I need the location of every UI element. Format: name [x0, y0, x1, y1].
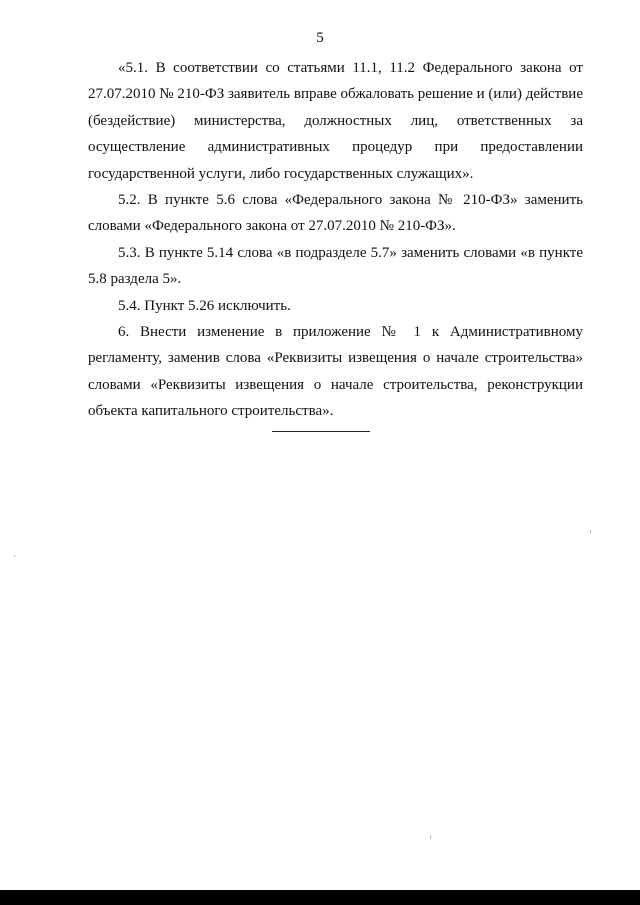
scan-speck [14, 555, 15, 557]
document-body [88, 55, 583, 425]
scan-bottom-edge [0, 890, 640, 905]
paragraph-5-2: 5.2. В пункте 5.6 слова «Федерального закона № 210-ФЗ» заменить словами «Федерального закона от 27.07.2010 № 210-ФЗ». [88, 192, 583, 235]
scan-speck [430, 835, 431, 839]
paragraph-5-1: «5.1. В соответствии со статьями 11.1, 11.2 Федерального закона от 27.07.2010 № 210-ФЗ заявитель вправе обжаловать решение и (или) действие (бездействие) министерства, должностных лиц, ответственных за осуществление административных процедур при предоставлении государственной услуги, либо государственных служащих». [88, 60, 583, 182]
paragraph-6: 6. Внести изменение в приложение № 1 к Административному регламенту, заменив слова «Реквизиты извещения о начале строительства» словами «Реквизиты извещения о начале строительства, реконструкции объекта капитального строительства». [88, 324, 583, 420]
end-separator-line [272, 431, 370, 432]
paragraph-5-3: 5.3. В пункте 5.14 слова «в подразделе 5.7» заменить словами «в пункте 5.8 раздела 5». [88, 244, 583, 288]
scan-speck [590, 530, 591, 533]
page-number: 5 [316, 30, 324, 46]
paragraph-5-4: 5.4. Пункт 5.26 исключить. [118, 297, 291, 314]
